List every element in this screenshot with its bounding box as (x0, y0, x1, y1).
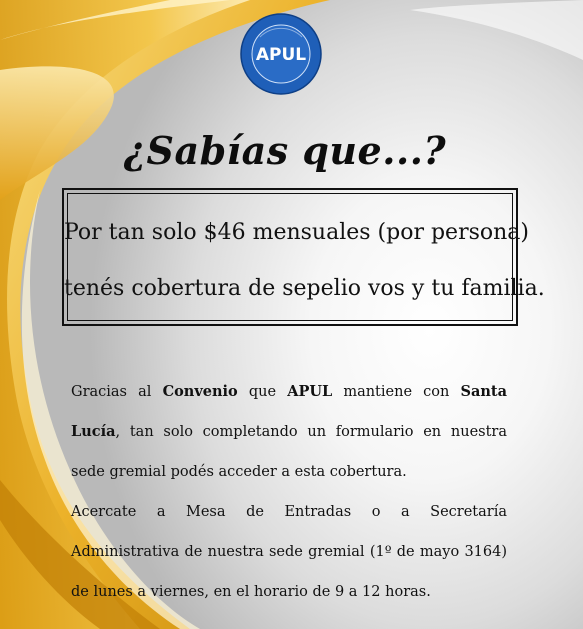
paragraph-location: Acercate a Mesa de Entradas o a Secretaría Administrativa de nuestra sede gremial (1º de mayo 3164) de lunes a viernes, en el horario de 9 a 12 horas. (71, 504, 507, 600)
p1-text-3: mantiene con (332, 384, 461, 400)
p1-text-4: , tan solo completando un formulario en nuestra sede gremial podés acceder a esta cobertura. (71, 424, 507, 480)
p1-text-2: que (237, 384, 288, 400)
p1-bold-apul: APUL (287, 383, 333, 400)
logo-text: APUL (255, 45, 307, 65)
paragraph-convenio (71, 372, 507, 492)
apul-logo (240, 13, 322, 95)
highlight-box-inner-border (67, 193, 513, 321)
page-title: ¿Sabías que...? (123, 128, 447, 173)
p1-bold-santa-lucia: Santa Lucía (71, 383, 507, 440)
p1-bold-convenio: Convenio (162, 383, 238, 400)
highlight-line-2: tenés cobertura de sepelio vos y tu familia. (64, 276, 545, 301)
highlight-line-1: Por tan solo $46 mensuales (por persona) (64, 220, 529, 245)
highlight-box (62, 188, 545, 326)
p1-text-1: Gracias al (71, 384, 163, 400)
